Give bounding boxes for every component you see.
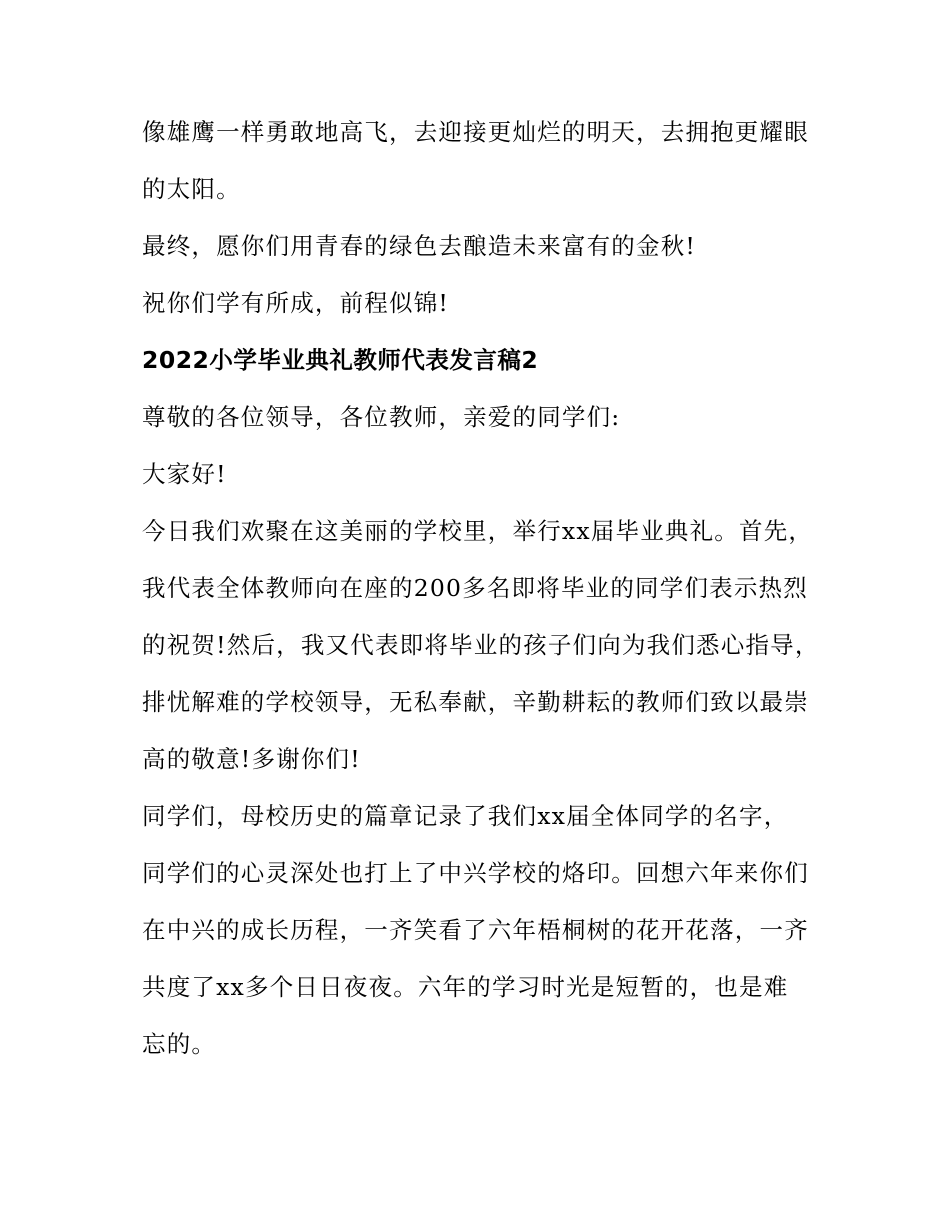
document-body xyxy=(142,104,822,1073)
text-line: 同学们，母校历史的篇章记录了我们xx届全体同学的名字， xyxy=(142,802,789,830)
text-line: 排忧解难的学校领导，无私奉献，辛勤耕耘的教师们致以最崇 xyxy=(142,688,809,716)
text-line: 最终，愿你们用青春的绿色去酿造未来富有的金秋! xyxy=(142,232,697,260)
text-line: 今日我们欢聚在这美丽的学校里，举行xx届毕业典礼。首先， xyxy=(142,517,814,545)
text-line: 像雄鹰一样勇敢地高飞，去迎接更灿烂的明天，去拥抱更耀眼 xyxy=(142,118,809,146)
section-heading: 2022小学毕业典礼教师代表发言稿2 xyxy=(142,346,539,374)
text-line: 祝你们学有所成，前程似锦! xyxy=(142,289,450,317)
text-line: 我代表全体教师向在座的200多名即将毕业的同学们表示热烈 xyxy=(142,574,808,602)
text-line: 共度了xx多个日日夜夜。六年的学习时光是短暂的，也是难 xyxy=(142,973,789,1001)
text-line: 忘的。 xyxy=(142,1030,217,1058)
text-line: 大家好! xyxy=(142,460,227,488)
text-line: 同学们的心灵深处也打上了中兴学校的烙印。回想六年来你们 xyxy=(142,859,809,887)
text-line: 在中兴的成长历程，一齐笑看了六年梧桐树的花开花落，一齐 xyxy=(142,916,809,944)
text-line: 的太阳。 xyxy=(142,175,241,203)
text-line: 的祝贺!然后，我又代表即将毕业的孩子们向为我们悉心指导， xyxy=(142,631,820,659)
text-line: 高的敬意!多谢你们! xyxy=(142,745,361,773)
text-line: 尊敬的各位领导，各位教师，亲爱的同学们: xyxy=(142,403,621,431)
